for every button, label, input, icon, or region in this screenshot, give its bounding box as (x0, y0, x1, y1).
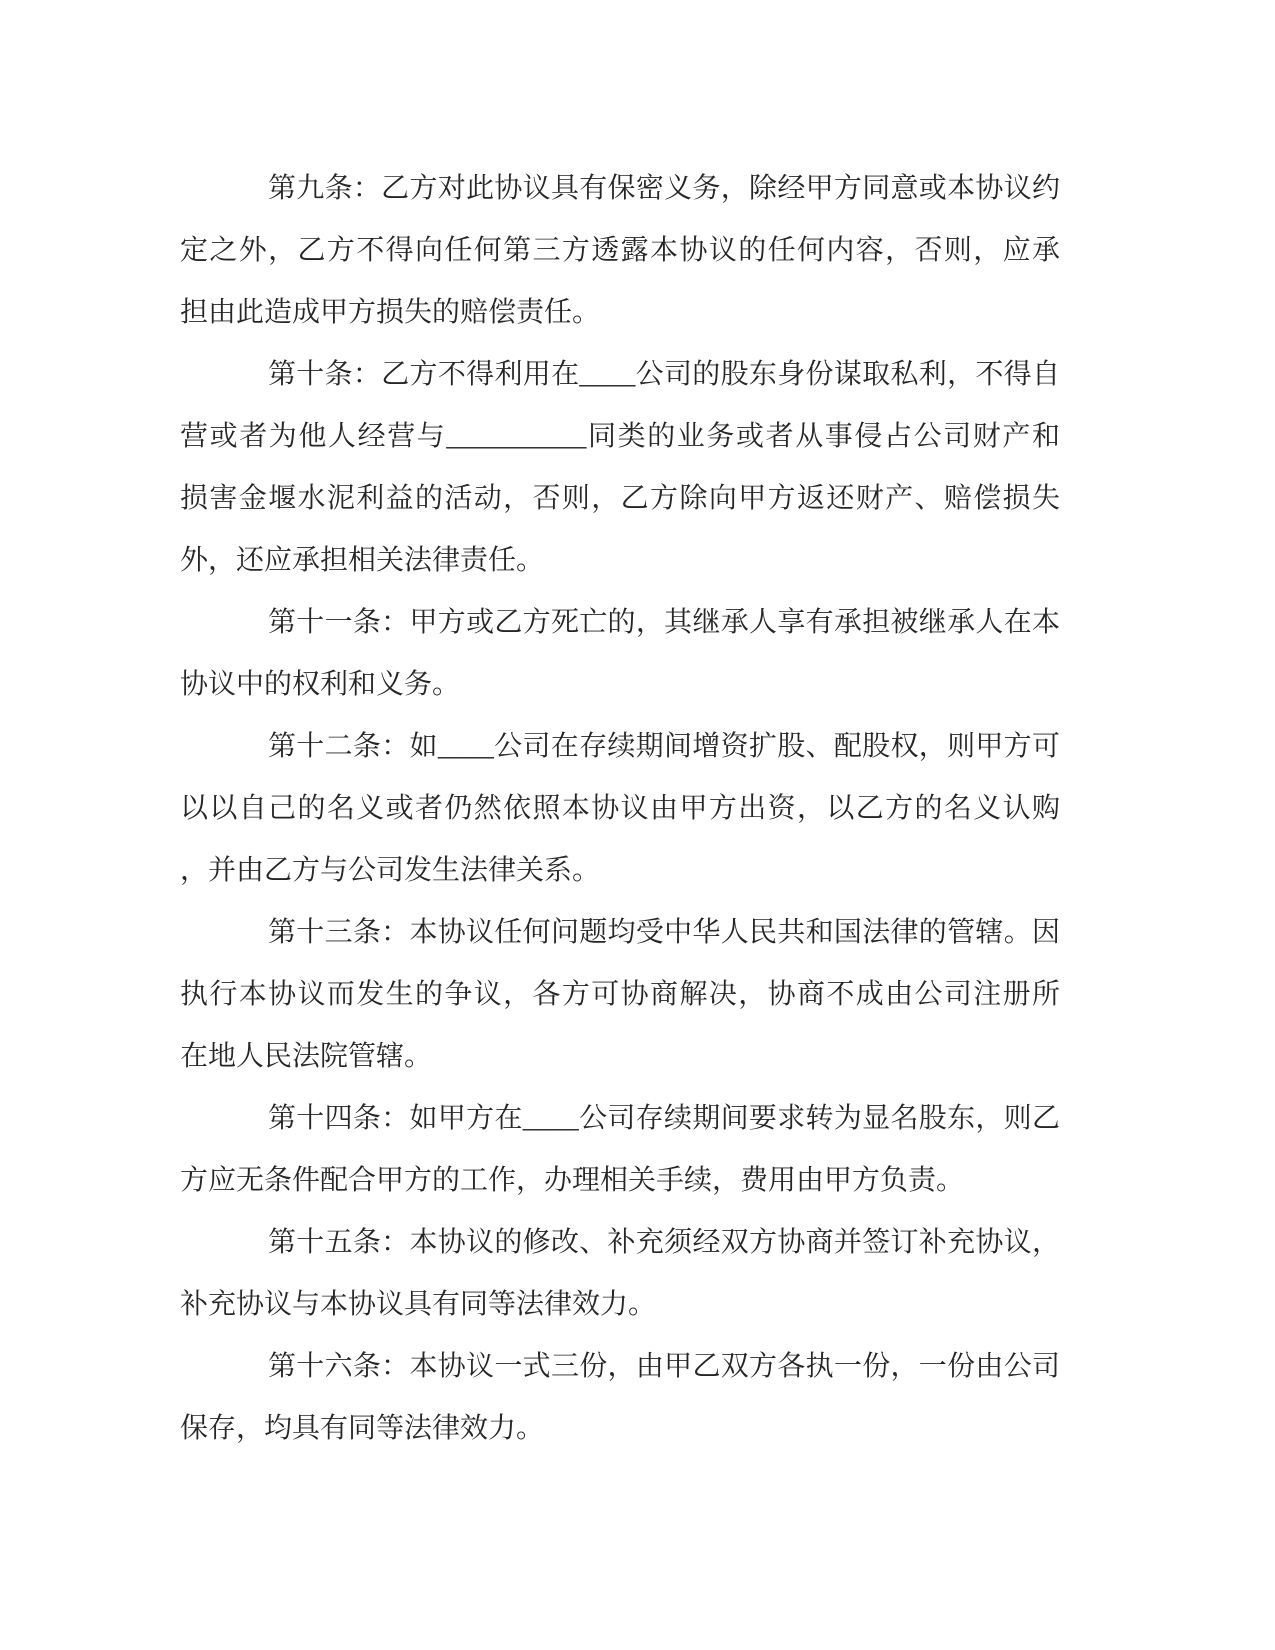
paragraph-article-13 (180, 902, 1060, 1088)
text-line: 第十二条：如____公司在存续期间增资扩股、配股权，则甲方可 (268, 731, 1060, 762)
text-line: 损害金堰水泥利益的活动，否则，乙方除向甲方返还财产、赔偿损失 (180, 483, 1060, 514)
text-line: 担由此造成甲方损失的赔偿责任。 (180, 297, 601, 328)
text-line: 外，还应承担相关法律责任。 (180, 545, 545, 576)
text-line: 第十五条：本协议的修改、补充须经双方协商并签订补充协议， (268, 1227, 1060, 1258)
text-line: 营或者为他人经营与__________同类的业务或者从事侵占公司财产和 (180, 421, 1060, 452)
text-line: 第九条：乙方对此协议具有保密义务，除经甲方同意或本协议约 (268, 173, 1060, 204)
text-line: 补充协议与本协议具有同等法律效力。 (180, 1289, 657, 1320)
text-line: 执行本协议而发生的争议，各方可协商解决，协商不成由公司注册所 (180, 979, 1060, 1010)
text-line: 协议中的权利和义务。 (180, 669, 461, 700)
text-line: 第十一条：甲方或乙方死亡的，其继承人享有承担被继承人在本 (268, 607, 1060, 638)
paragraph-article-11 (180, 592, 1060, 716)
text-line: 第十四条：如甲方在____公司存续期间要求转为显名股东，则乙 (268, 1103, 1060, 1134)
text-line: 第十条：乙方不得利用在____公司的股东身份谋取私利，不得自 (268, 359, 1060, 390)
text-line: ，并由乙方与公司发生法律关系。 (180, 855, 601, 886)
text-line: 第十三条：本协议任何问题均受中华人民共和国法律的管辖。因 (268, 917, 1060, 948)
text-line: 在地人民法院管辖。 (180, 1041, 433, 1072)
paragraph-article-15 (180, 1212, 1060, 1336)
text-line: 方应无条件配合甲方的工作，办理相关手续，费用由甲方负责。 (180, 1165, 965, 1196)
paragraph-article-16 (180, 1336, 1060, 1460)
document-body (180, 158, 1060, 1460)
paragraph-article-12 (180, 716, 1060, 902)
paragraph-article-10 (180, 344, 1060, 592)
text-line: 第十六条：本协议一式三份，由甲乙双方各执一份，一份由公司 (268, 1351, 1060, 1382)
text-line: 定之外，乙方不得向任何第三方透露本协议的任何内容，否则，应承 (180, 235, 1060, 266)
text-line: 以以自己的名义或者仍然依照本协议由甲方出资，以乙方的名义认购 (180, 793, 1060, 824)
text-line: 保存，均具有同等法律效力。 (180, 1413, 545, 1444)
paragraph-article-14 (180, 1088, 1060, 1212)
paragraph-article-9 (180, 158, 1060, 344)
